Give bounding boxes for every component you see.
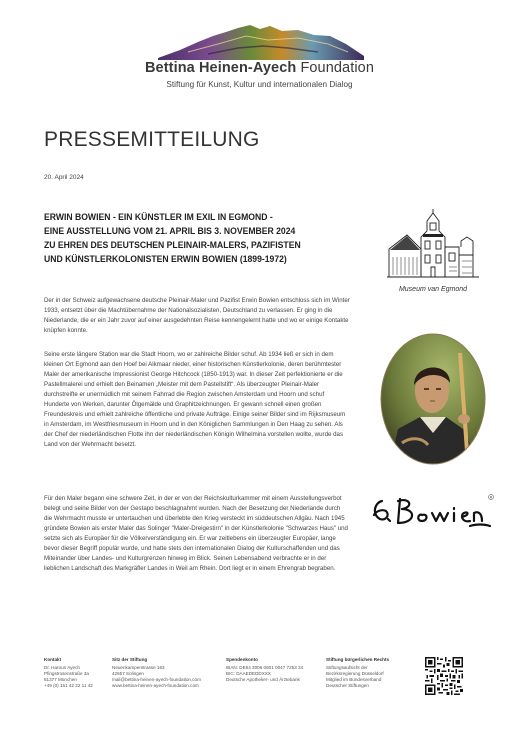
footer-line: +49 (0) 151 42 22 11 42 (44, 683, 93, 689)
foundation-name-rest: Foundation (296, 60, 374, 76)
body-paragraph: Seine erste längere Station war die Stadt Hoorn, wo er zahlreiche Bilder schuf. Ab 1934 ließ er sich in dem kleinen Ort Egmond aan den Hoef bei Alkmaar nieder, einer historischen Künstlerkolonie, deren berühmtester Maler der amerikanische Impressionist George Hitchcock (1850-1913) war. In dieser Zeit perfektionierte er die Pastellmalerei und erhielt den Beinamen „Meister mit dem Pastellstift“. Als überzeugter Pleinair-Maler durchstreifte er unermüdlich mit seinem Fahrrad die Region zwischen Amsterdam und Hoorn und schuf Hunderte von Werken, darunter Ölgemälde und Graphitzeichnungen. Er gewann schnell einen großen Freundeskreis und erhielt zahlreiche öffentliche und private Aufträge. Einige seiner Bilder sind im Rijksmuseum in Amsterdam, im Westfriesmuseum in Hoorn und in den Königlichen Sammlungen in Den Haag zu sehen. Als der Chef der niederländischen Flotte ihn der niederländischen Königin Wilhelmina vorstellen wollte, wurde das Land von der Wehrmacht besetzt. (44, 351, 346, 448)
footer-website[interactable]: www.bettina-heinen-ayech-foundation.com (112, 683, 199, 689)
footer-heading: Kontakt (44, 657, 62, 662)
footer-line: BIC: DAAEDEDDXXX (226, 670, 271, 676)
museum-illustration (387, 207, 479, 283)
svg-text:R: R (489, 495, 493, 500)
footer-stiftung (326, 657, 389, 690)
foundation-name (0, 60, 519, 76)
footer-line: Stiftungsaufsicht der (326, 664, 368, 670)
footer-kontakt (44, 657, 93, 690)
footer-line: 81377 München (44, 677, 77, 683)
footer-heading: Stiftung bürgerlichen Rechts (326, 657, 390, 662)
footer-line: Mitglied im Bundesverband (326, 677, 382, 683)
body-paragraph: Der in der Schweiz aufgewachsene deutsche Pleinair-Maler und Pazifist Erwin Bowien entschloss sich im Winter 1933, entsetzt über die Machtübernahme der Nationalsozialisten, Deutschland zu verlassen. Er ging in die Niederlande, die er ein Jahr zuvor auf einer ausgedehnten Reise kennengelernt hatte und wo er einige Kontakte knüpfen konnte. (44, 297, 350, 334)
footer-line: Neuenkamperstrasse 163 (112, 664, 165, 670)
portrait-painting (380, 333, 486, 465)
footer-line: Pfingstrosenstraße 3a (44, 670, 89, 676)
footer-line: 42657 Solingen (112, 670, 144, 676)
headline-line: ERWIN BOWIEN - EIN KÜNSTLER IM EXIL IN EGMOND - (44, 211, 273, 222)
footer-spendenkonto (226, 657, 303, 683)
footer-line: IBAN: DE64 3006 0601 0047 7253 34 (226, 664, 304, 670)
footer-line: Deutscher Stiftungen (326, 683, 369, 689)
page-title: PRESSEMITTEILUNG (44, 128, 260, 151)
museum-caption: Museum van Egmond (398, 286, 468, 293)
footer-sitz (112, 657, 201, 690)
footer-line: Deutsche Apotheker- und Ärztebank (226, 677, 300, 683)
foundation-name-bold: Bettina Heinen-Ayech (144, 60, 297, 76)
headline-line: UND KÜNSTLERKOLONISTEN ERWIN BOWIEN (1899-1972) (44, 253, 287, 264)
foundation-logo (158, 22, 364, 60)
qr-code[interactable] (425, 657, 463, 695)
press-date: 20. April 2024 (44, 174, 84, 181)
footer-email[interactable]: mail@bettina-heinen-ayech-foundation.com (112, 677, 201, 683)
footer-line: Dr. Haroun Ayech (44, 664, 80, 670)
footer-line: Bezirksregierung Düsseldorf (326, 670, 384, 676)
footer-heading: Sitz der Stiftung (112, 657, 148, 662)
body-paragraph: Für den Maler begann eine schwere Zeit, in der er von der Reichskulturkammer mit einem Ausstellungsverbot belegt und seine Bilder von der Gestapo beschlagnahmt wurden. Nach der Besetzung der Niederlande durch die Wehrmacht musste er untertauchen und überlebte den Krieg versteckt im süddeutschen Allgäu. Nach 1945 gründete Bowien als erster Maler das Solinger "Maler-Dreigestirn" in der Künstlerkolonie "Schwarzes Haus" und setzte sich als Europäer für die Völkerverständigung ein. Er war zeitlebens ein überzeugter Europäer, lange bevor dieser Begriff populär wurde, und hatte stets den internationalen Dialog der Kulturschaffenden und das Miteinander über Landes- und Kulturgrenzen hinweg im Blick. Seinen Lebensabend verbrachte er in der lieblichen Landschaft des Markgräfler Landes in Weil am Rhein. Dort liegt er in einem Ehrengrab begraben. (44, 495, 348, 572)
foundation-tagline: Stiftung für Kunst, Kultur und internationalen Dialog (166, 80, 353, 89)
signature (370, 493, 495, 529)
footer-heading: Spendenkonto (226, 657, 258, 662)
headline-line: EINE AUSSTELLUNG VOM 21. APRIL BIS 3. NOVEMBER 2024 (44, 225, 296, 236)
headline (44, 210, 348, 266)
headline-line: ZU EHREN DES DEUTSCHEN PLEINAIR-MALERS, PAZIFISTEN (44, 239, 301, 250)
